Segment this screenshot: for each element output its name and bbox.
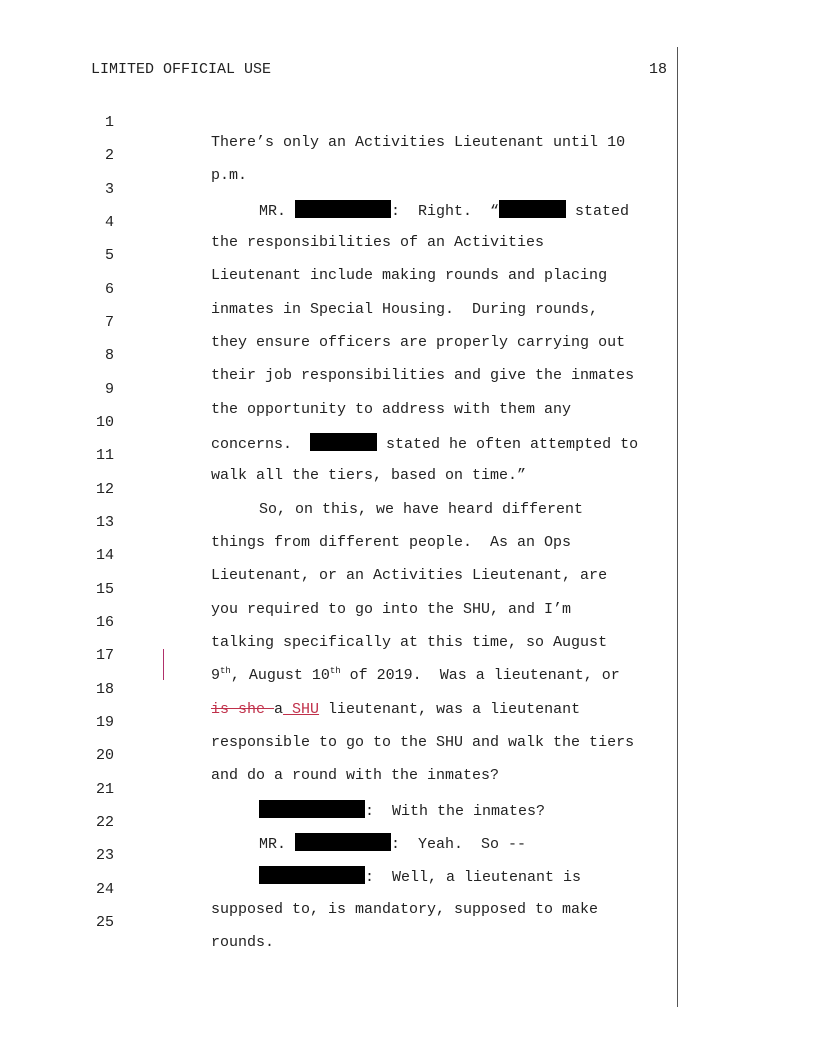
line-text: supposed to, is mandatory, supposed to make: [211, 901, 599, 918]
line-number: 20: [95, 747, 114, 764]
line-number: 4: [104, 214, 114, 231]
transcript-line: [0, 293, 816, 351]
line-text: Lieutenant include making rounds and placing: [211, 267, 608, 284]
line-number: 15: [95, 581, 114, 598]
line-number: 12: [95, 481, 114, 498]
transcript-line: [0, 326, 816, 384]
transcript-line: [0, 460, 816, 518]
line-text: and do a round with the inmates?: [211, 767, 500, 784]
transcript-line: [0, 793, 816, 853]
line-text: So, on this, we have heard different: [259, 501, 584, 518]
line-text-segment: stated he often attempted to: [377, 436, 639, 453]
line-text-segment: concerns.: [211, 436, 311, 453]
line-text-segment: a: [274, 701, 284, 718]
line-text: you required to go into the SHU, and I’m: [211, 601, 572, 618]
line-text: their job responsibilities and give the inmates: [211, 367, 635, 384]
ordinal-suffix: th: [220, 666, 231, 676]
transcript-line: [0, 726, 816, 784]
line-number: 17: [95, 647, 114, 664]
transcript-line: [0, 193, 816, 251]
ordinal-suffix: th: [329, 666, 341, 676]
transcript-line: [0, 126, 816, 184]
line-text-segment: 9: [211, 667, 221, 684]
line-number: 18: [95, 681, 114, 698]
transcript-line: [0, 93, 816, 151]
line-text-segment: lieutenant, was a lieutenant: [319, 701, 581, 718]
transcript-line: [0, 226, 816, 284]
transcript-line: [0, 360, 816, 418]
speaker-prefix: MR.: [259, 203, 296, 220]
inserted-text: SHU: [283, 701, 320, 718]
line-number: 16: [95, 614, 114, 631]
line-number: 6: [104, 281, 114, 298]
line-number: 7: [104, 314, 114, 331]
line-number: 9: [104, 381, 114, 398]
transcript-line: [0, 160, 816, 220]
line-number: 21: [95, 781, 114, 798]
transcript-line: [0, 593, 816, 651]
line-number: 10: [95, 414, 114, 431]
transcript-line: [0, 760, 816, 820]
transcript-line: [0, 260, 816, 318]
line-number: 8: [104, 347, 114, 364]
line-text-segment: stated: [566, 203, 630, 220]
line-text: There’s only an Activities Lieutenant until 10: [211, 134, 626, 151]
line-text: p.m.: [211, 167, 248, 184]
line-text-segment: : With the inmates?: [365, 803, 546, 820]
transcript-line: [0, 693, 816, 751]
transcript-line: [0, 526, 816, 584]
line-number: 23: [95, 847, 114, 864]
line-text-segment: : Well, a lieutenant is: [365, 869, 582, 886]
line-number: 14: [95, 547, 114, 564]
transcript-line: [0, 426, 816, 484]
header-confidentiality-label: LIMITED OFFICIAL USE: [91, 61, 272, 78]
line-number: 1: [104, 114, 114, 131]
speaker-prefix: MR.: [259, 836, 296, 853]
transcript-line: [0, 493, 816, 551]
line-text: Lieutenant, or an Activities Lieutenant, are: [211, 567, 608, 584]
transcript-line: [0, 860, 816, 918]
deleted-text: is she: [211, 701, 275, 718]
line-number: 19: [95, 714, 114, 731]
transcript-line: [0, 660, 816, 718]
transcript-line: [0, 626, 816, 684]
line-number: 24: [95, 881, 114, 898]
line-number: 22: [95, 814, 114, 831]
line-text: things from different people. As an Ops: [211, 534, 572, 551]
line-text: responsible to go to the SHU and walk the tiers: [211, 734, 635, 751]
line-text: walk all the tiers, based on time.”: [211, 467, 527, 484]
line-text-segment: of 2019. Was a lieutenant, or: [340, 667, 620, 684]
transcript-line: [0, 893, 816, 951]
line-text: the responsibilities of an Activities: [211, 234, 545, 251]
line-number: 2: [104, 147, 114, 164]
transcript-line: [0, 826, 816, 886]
line-number: 3: [104, 181, 114, 198]
line-text: talking specifically at this time, so August: [211, 634, 608, 651]
line-text-segment: : Right. “: [391, 203, 500, 220]
line-text: the opportunity to address with them any: [211, 401, 572, 418]
line-text-segment: : Yeah. So --: [391, 836, 527, 853]
line-text: they ensure officers are properly carrying out: [211, 334, 626, 351]
transcript-line: [0, 560, 816, 618]
line-text-segment: , August 10: [230, 667, 330, 684]
line-number: 11: [95, 447, 114, 464]
transcript-line: [0, 393, 816, 453]
line-number: 5: [104, 247, 114, 264]
line-number: 25: [95, 914, 114, 931]
line-number: 13: [95, 514, 114, 531]
line-text: rounds.: [211, 934, 275, 951]
line-text: inmates in Special Housing. During rounds,: [211, 301, 599, 318]
page-number: 18: [648, 61, 667, 78]
